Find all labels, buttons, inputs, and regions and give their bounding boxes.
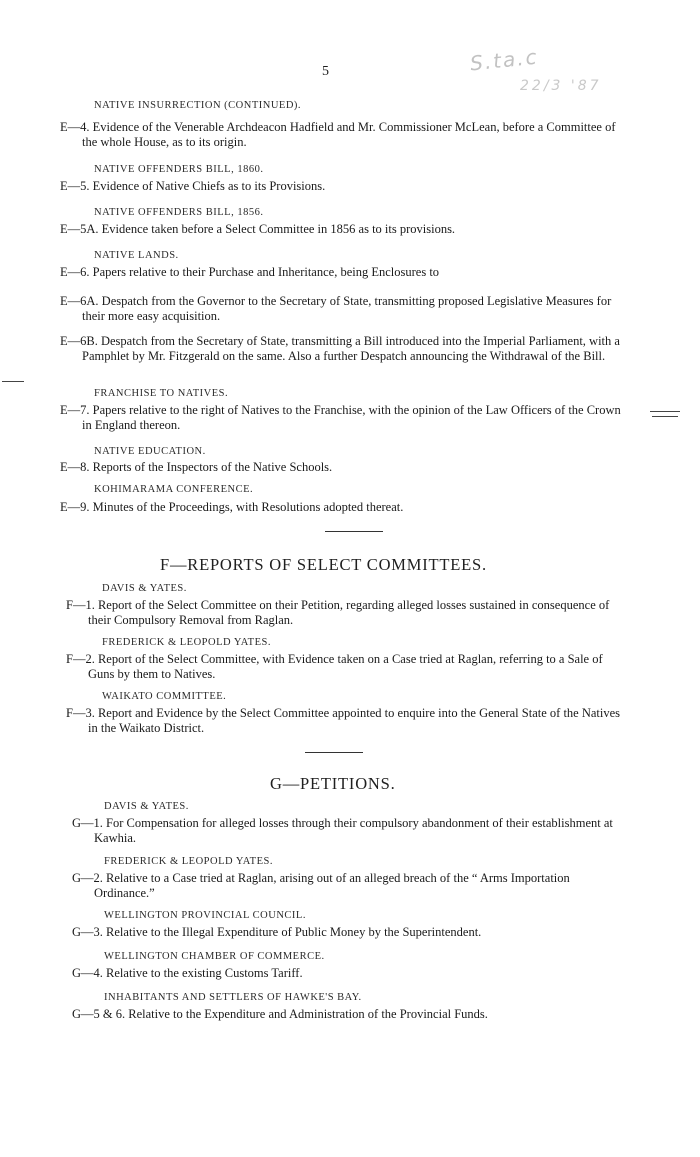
entry-code: G—4.	[72, 966, 107, 980]
entry-text: Despatch from the Secretary of State, transmitting a Bill introduced into the Imperial Parliament, with a Pamphlet by Mr. Fitzgerald on the same. Also a further Despatch announcing the Withdrawal of the Bill.	[82, 334, 620, 363]
entry-text: Relative to the Illegal Expenditure of Public Money by the Superintendent.	[106, 925, 482, 939]
list-item	[60, 500, 622, 515]
handwritten-annotation-date: 22/3 '87	[520, 78, 602, 94]
entry-code: E—6A.	[60, 294, 102, 308]
list-item	[60, 294, 622, 324]
list-item	[60, 179, 622, 194]
list-item	[66, 598, 622, 628]
list-item	[72, 871, 622, 901]
group-heading: FREDERICK & LEOPOLD YATES.	[102, 637, 271, 648]
entry-text: For Compensation for alleged losses through their compulsory abandonment of their establishment at Kawhia.	[94, 816, 613, 845]
entry-code: E—8.	[60, 460, 93, 474]
entry-text: Relative to the Expenditure and Administration of the Provincial Funds.	[128, 1007, 488, 1021]
group-heading: NATIVE OFFENDERS BILL, 1860.	[94, 164, 264, 175]
section-divider	[325, 531, 383, 532]
list-item	[60, 222, 622, 237]
list-item	[72, 966, 622, 981]
entry-code: F—3.	[66, 706, 98, 720]
group-heading: FRANCHISE TO NATIVES.	[94, 388, 229, 399]
entry-text: Papers relative to the right of Natives to the Franchise, with the opinion of the Law Officers of the Crown in England thereon.	[82, 403, 621, 432]
page-number: 5	[322, 64, 329, 79]
handwritten-annotation: S.ta.c	[468, 44, 540, 76]
list-item	[66, 706, 622, 736]
list-item	[72, 925, 622, 940]
section-title: G—PETITIONS.	[270, 774, 396, 793]
group-heading: WELLINGTON CHAMBER OF COMMERCE.	[104, 951, 325, 962]
group-heading: KOHIMARAMA CONFERENCE.	[94, 484, 254, 495]
group-heading: NATIVE LANDS.	[94, 250, 179, 261]
entry-code: G—2.	[72, 871, 107, 885]
group-heading: INHABITANTS AND SETTLERS OF HAWKE'S BAY.	[104, 992, 362, 1003]
list-item	[60, 334, 622, 364]
entry-code: E—6B.	[60, 334, 101, 348]
list-item	[60, 403, 622, 433]
entry-code: E—6.	[60, 265, 93, 279]
entry-code: E—5.	[60, 179, 93, 193]
entry-text: Report and Evidence by the Select Committee appointed to enquire into the General State of the Natives in the Waikato District.	[88, 706, 621, 735]
entry-code: E—4.	[60, 120, 93, 134]
list-item	[66, 652, 622, 682]
entry-text: Report of the Select Committee on their Petition, regarding alleged losses sustained in consequence of their Compulsory Removal from Raglan.	[88, 598, 610, 627]
entry-text: Reports of the Inspectors of the Native Schools.	[92, 460, 333, 474]
margin-mark-right	[650, 411, 680, 412]
entry-code: G—5 & 6.	[72, 1007, 129, 1021]
group-heading: FREDERICK & LEOPOLD YATES.	[104, 856, 273, 867]
list-item	[72, 1007, 622, 1022]
entry-text: Relative to a Case tried at Raglan, arising out of an alleged breach of the “ Arms Importation Ordinance.”	[94, 871, 570, 900]
entry-code: F—1.	[66, 598, 98, 612]
section-title: F—REPORTS OF SELECT COMMITTEES.	[160, 555, 487, 574]
margin-mark-left	[2, 381, 24, 382]
list-item	[72, 816, 622, 846]
entry-code: F—2.	[66, 652, 98, 666]
entry-code: E—9.	[60, 500, 93, 514]
group-heading: NATIVE OFFENDERS BILL, 1856.	[94, 207, 264, 218]
group-heading: DAVIS & YATES.	[104, 801, 189, 812]
list-item	[60, 265, 622, 280]
entry-code: E—7.	[60, 403, 93, 417]
entry-text: Minutes of the Proceedings, with Resolutions adopted thereat.	[92, 500, 404, 514]
entry-text: Evidence of Native Chiefs as to its Provisions.	[92, 179, 326, 193]
group-heading: WELLINGTON PROVINCIAL COUNCIL.	[104, 910, 306, 921]
entry-code: E—5A.	[60, 222, 102, 236]
entry-text: Relative to the existing Customs Tariff.	[106, 966, 303, 980]
group-heading: WAIKATO COMMITTEE.	[102, 691, 227, 702]
entry-text: Evidence of the Venerable Archdeacon Hadfield and Mr. Commissioner McLean, before a Committee of the whole House, as to its origin.	[82, 120, 616, 149]
entry-text: Papers relative to their Purchase and Inheritance, being Enclosures to	[92, 265, 440, 279]
entry-code: G—3.	[72, 925, 107, 939]
margin-mark-right-2	[652, 416, 678, 417]
list-item	[60, 460, 622, 475]
group-heading: DAVIS & YATES.	[102, 583, 187, 594]
entry-text: Evidence taken before a Select Committee in 1856 as to its provisions.	[101, 222, 456, 236]
entry-code: G—1.	[72, 816, 107, 830]
group-heading: NATIVE INSURRECTION (CONTINUED).	[94, 100, 302, 111]
section-divider	[305, 752, 363, 753]
group-heading: NATIVE EDUCATION.	[94, 446, 206, 457]
list-item	[60, 120, 622, 150]
entry-text: Report of the Select Committee, with Evidence taken on a Case tried at Raglan, referring to a Sale of Guns by them to Natives.	[88, 652, 603, 681]
entry-text: Despatch from the Governor to the Secretary of State, transmitting proposed Legislative Measures for their more easy acquisition.	[82, 294, 612, 323]
